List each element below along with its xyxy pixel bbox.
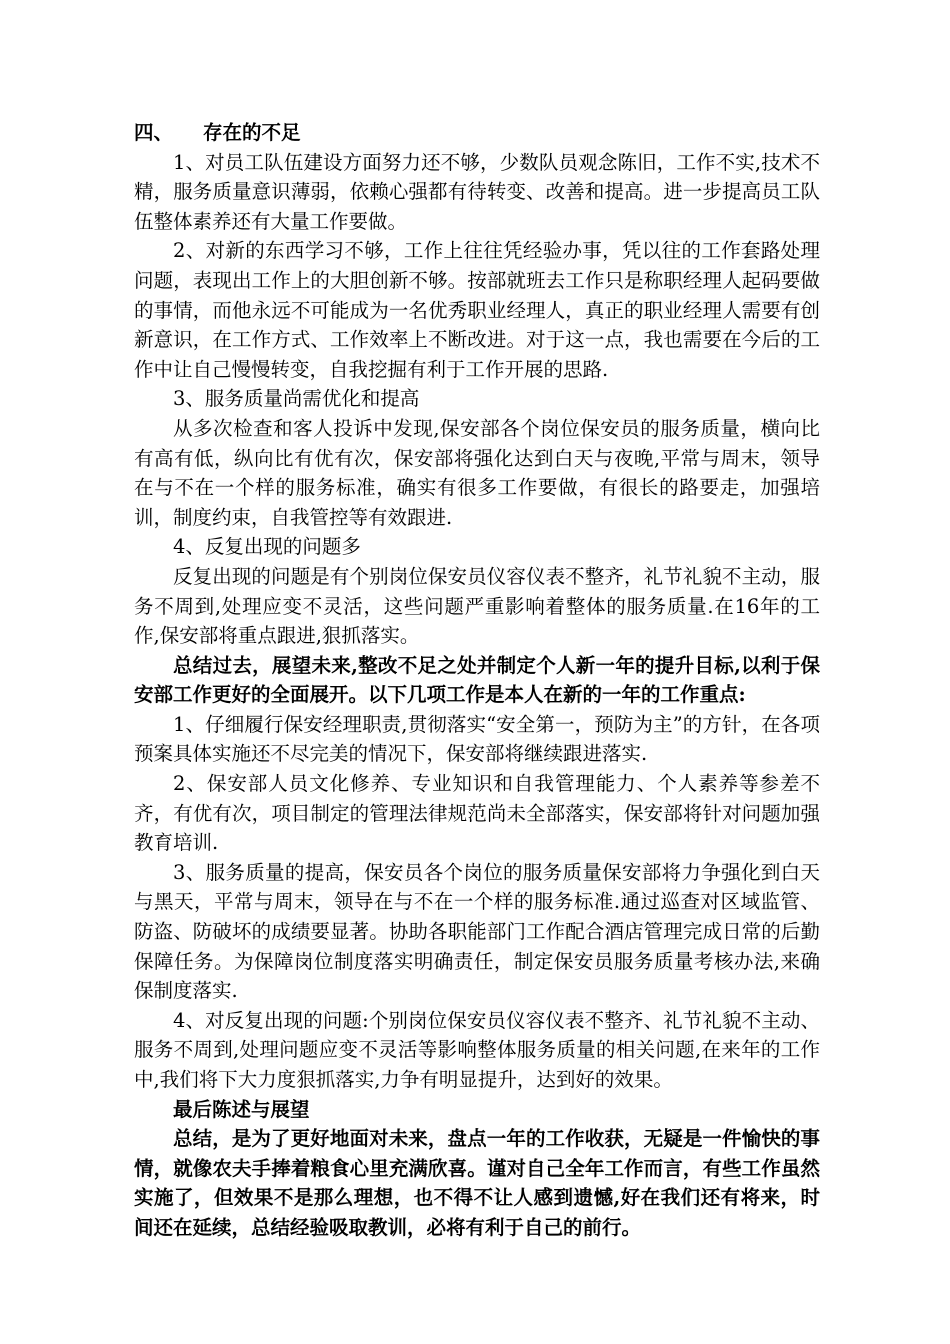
paragraph: 4、反复出现的问题多 — [173, 535, 361, 559]
paragraph: 3、服务质量尚需优化和提高 — [173, 387, 420, 411]
paragraph: 4、对反复出现的问题:个别岗位保安员仪容仪表不整齐、礼节礼貌不主动、服务不周到,处理问题应变不灵活等影响整体服务质量的相关问题,在来年的工作中,我们将下大力度狠抓落实,力争有明显提升，达到好的效果。 — [134, 1008, 820, 1091]
paragraph: 2、保安部人员文化修养、专业知识和自我管理能力、个人素养等参差不齐，有优有次，项目制定的管理法律规范尚未全部落实，保安部将针对问题加强教育培训. — [134, 772, 820, 855]
section-title: 存在的不足 — [203, 121, 301, 144]
section-heading — [134, 118, 820, 148]
paragraph: 反复出现的问题是有个别岗位保安员仪容仪表不整齐，礼节礼貌不主动，服务不周到,处理应变不灵活，这些问题严重影响着整体的服务质量.在16年的工作,保安部将重点跟进,狠抓落实。 — [134, 564, 820, 648]
document-page — [134, 118, 820, 1243]
paragraph: 从多次检查和客人投诉中发现,保安部各个岗位保安员的服务质量，横向比有高有低，纵向比有优有次，保安部将强化达到白天与夜晚,平常与周末，领导在与不在一个样的服务标准，确实有很多工作要做，有很长的路要走，加强培训，制度约束，自我管控等有效跟进. — [134, 416, 820, 529]
paragraph: 1、仔细履行保安经理职责,贯彻落实“安全第一，预防为主”的方针，在各项预案具体实施还不尽完美的情况下，保安部将继续跟进落实. — [134, 712, 820, 766]
paragraph: 3、服务质量的提高，保安员各个岗位的服务质量保安部将力争强化到白天与黑天，平常与周末，领导在与不在一个样的服务标准.通过巡查对区域监管、防盗、防破坏的成绩要显著。协助各职能部门工作配合酒店管理完成日常的后勤保障任务。为保障岗位制度落实明确责任，制定保安员服务质量考核办法,来确保制度落实. — [134, 860, 820, 1003]
section-number: 四、 — [134, 121, 174, 144]
paragraph: 1、对员工队伍建设方面努力还不够，少数队员观念陈旧，工作不实,技术不精，服务质量意识薄弱，依赖心强都有待转变、改善和提高。进一步提高员工队伍整体素养还有大量工作要做。 — [134, 150, 820, 233]
subheading: 最后陈述与展望 — [173, 1097, 310, 1121]
paragraph: 2、对新的东西学习不够，工作上往往凭经验办事，凭以往的工作套路处理问题，表现出工作上的大胆创新不够。按部就班去工作只是称职经理人起码要做的事情，而他永远不可能成为一名优秀职业经理人，真正的职业经理人需要有创新意识，在工作方式、工作效率上不断改进。对于这一点，我也需要在今后的工作中让自己慢慢转变，自我挖掘有利于工作开展的思路. — [134, 239, 820, 381]
summary-paragraph: 总结过去，展望未来,整改不足之处并制定个人新一年的提升目标,以利于保安部工作更好的全面展开。以下几项工作是本人在新的一年的工作重点: — [134, 653, 820, 707]
closing-paragraph: 总结，是为了更好地面对未来，盘点一年的工作收获，无疑是一件愉快的事情，就像农夫手捧着粮食心里充满欣喜。谨对自己全年工作而言，有些工作虽然实施了，但效果不是那么理想，也不得不让人感到遗憾,好在我们还有将来，时间还在延续，总结经验吸取教训，必将有利于自己的前行。 — [134, 1127, 820, 1239]
